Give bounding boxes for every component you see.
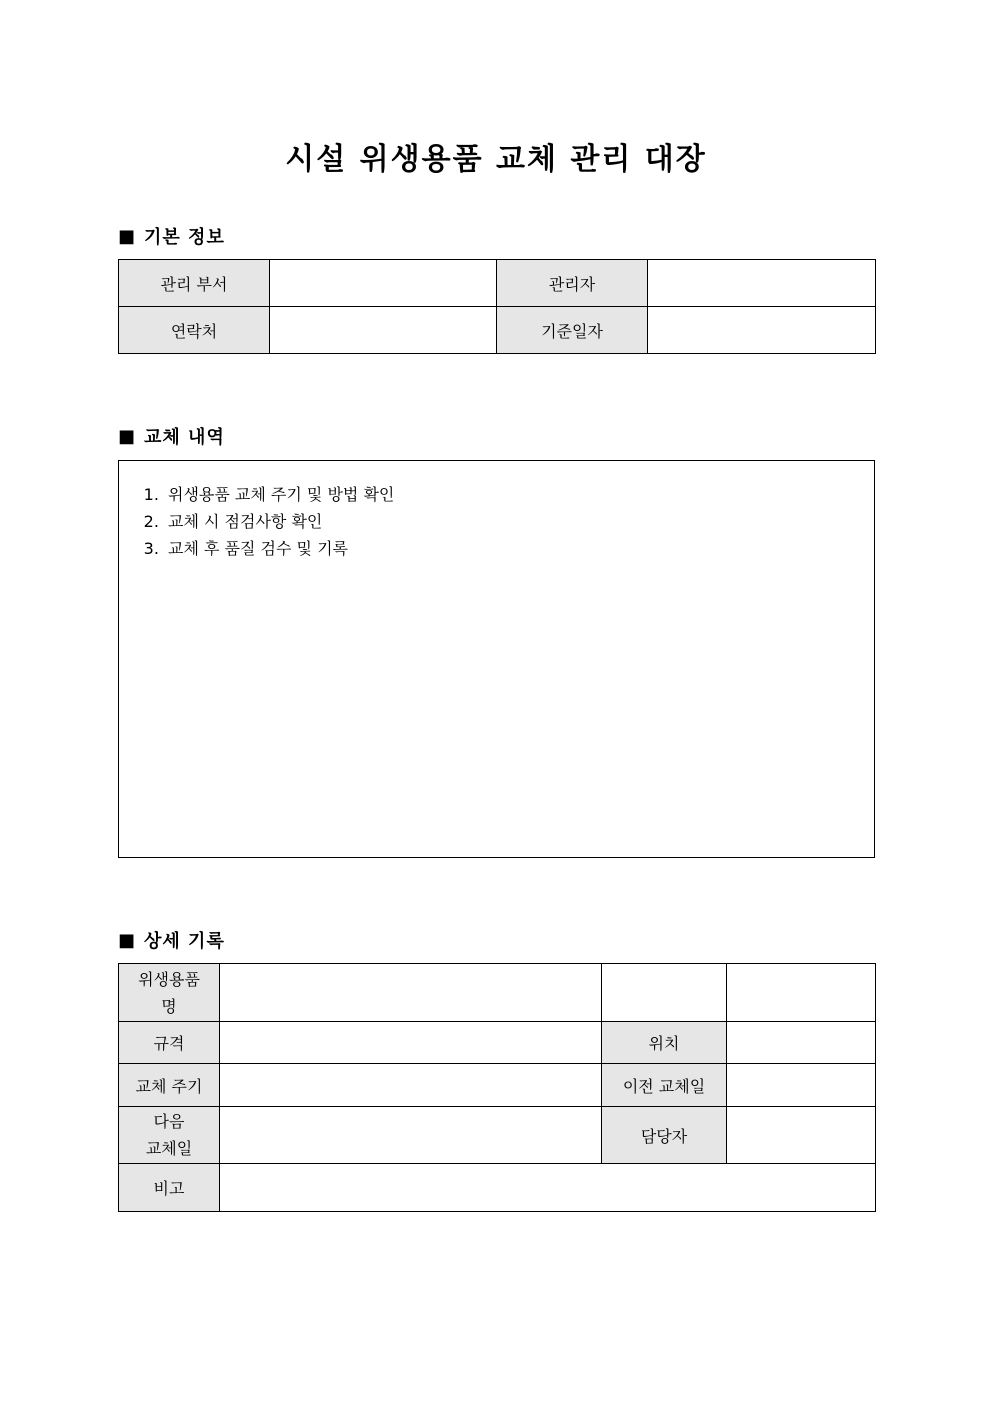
contact-field[interactable] [270,307,497,354]
section-heading-detail [118,927,225,953]
person-field[interactable] [727,1107,876,1164]
detail-table [118,963,876,1212]
list-item: 3. 교체 후 품질 검수 및 기록 [164,535,874,562]
location-label: 위치 [602,1022,727,1064]
page-title: 시설 위생용품 교체 관리 대장 [285,142,707,177]
department-field[interactable] [270,260,497,307]
list-item: 1. 위생용품 교체 주기 및 방법 확인 [164,481,874,508]
square-bullet-icon: ■ [118,929,137,951]
next-date-field[interactable] [220,1107,602,1164]
item-name-label-line2: 명 [161,996,177,1016]
contact-label: 연락처 [119,307,270,354]
base-date-field[interactable] [648,307,876,354]
section-heading-text: 교체 내역 [144,427,225,448]
cycle-label: 교체 주기 [119,1064,220,1107]
remarks-field[interactable] [220,1164,876,1212]
square-bullet-icon: ■ [118,225,137,247]
manager-field[interactable] [648,260,876,307]
item-name-label [119,964,220,1022]
prev-date-label: 이전 교체일 [602,1064,727,1107]
section-heading-basic-info [118,223,225,249]
section-heading-text: 상세 기록 [144,931,225,952]
square-bullet-icon: ■ [118,425,137,447]
cycle-field[interactable] [220,1064,602,1107]
base-date-label: 기준일자 [497,307,648,354]
next-date-label-line2: 교체일 [145,1139,193,1158]
item-name-field[interactable] [220,964,602,1022]
section-heading-text: 기본 정보 [144,227,225,248]
prev-date-field[interactable] [727,1064,876,1107]
blank-cell[interactable] [727,964,876,1022]
history-box[interactable] [118,460,875,858]
history-list [119,481,874,562]
spec-field[interactable] [220,1022,602,1064]
basic-info-table [118,259,876,354]
list-item: 2. 교체 시 점검사항 확인 [164,508,874,535]
manager-label: 관리자 [497,260,648,307]
item-name-label-line1: 위생용품 [138,969,200,989]
spec-label: 규격 [119,1022,220,1064]
next-date-label-line1: 다음 [153,1112,185,1131]
department-label: 관리 부서 [119,260,270,307]
blank-cell[interactable] [602,964,727,1022]
location-field[interactable] [727,1022,876,1064]
section-heading-history [118,423,225,449]
person-label: 담당자 [602,1107,727,1164]
remarks-label: 비고 [119,1164,220,1212]
next-date-label [119,1107,220,1164]
